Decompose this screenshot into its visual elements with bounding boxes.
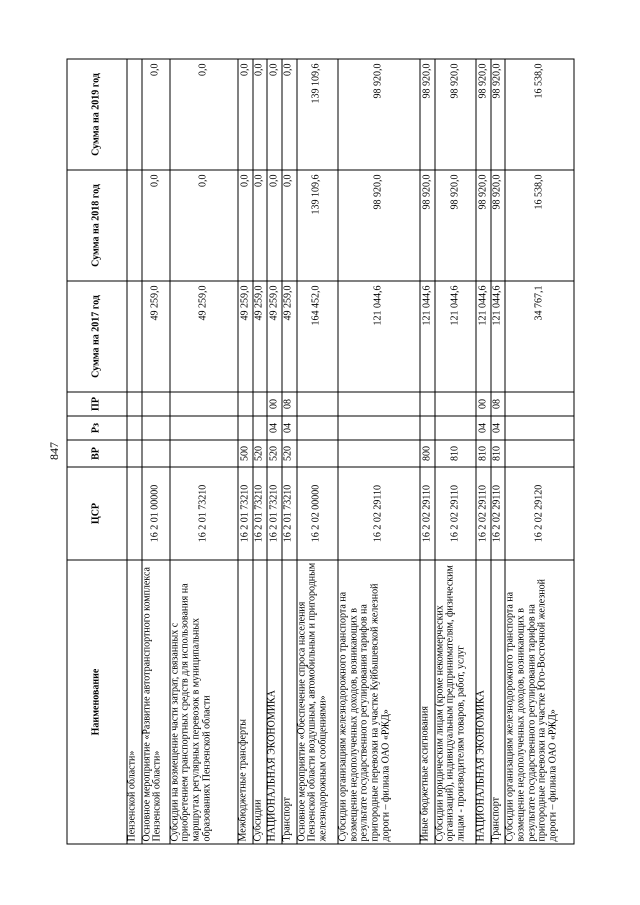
header-sum-2019: Сумма на 2019 год — [67, 59, 127, 170]
cell-sum-2017: 49 259,0 — [282, 281, 297, 392]
cell-rz — [420, 416, 435, 440]
page-number: 847 — [47, 442, 61, 460]
cell-rz: 04 — [282, 416, 297, 440]
cell-csr: 16 2 02 29110 — [338, 467, 420, 560]
cell-pr — [505, 392, 574, 416]
cell-pr — [297, 392, 338, 416]
table-row — [505, 59, 574, 844]
cell-sum-2019: 98 920,0 — [435, 59, 476, 170]
cell-sum-2017 — [127, 281, 142, 392]
table-row — [170, 59, 239, 844]
cell-vr: 810 — [491, 440, 506, 467]
cell-vr: 520 — [253, 440, 268, 467]
cell-vr: 810 — [435, 440, 476, 467]
cell-name: Основное мероприятие «Обеспечение спроса населения Пензенской области воздушным, автомобильным и пригородным железнодорожным сообщениями» — [297, 560, 338, 844]
table-header-row — [67, 59, 127, 844]
cell-pr — [170, 392, 239, 416]
cell-pr: 08 — [491, 392, 506, 416]
cell-sum-2018: 0,0 — [142, 170, 170, 281]
cell-rz — [435, 416, 476, 440]
cell-vr — [127, 440, 142, 467]
cell-vr — [505, 440, 574, 467]
cell-name: Пензенской области» — [127, 560, 142, 844]
header-vr: ВР — [67, 440, 127, 467]
table-row — [238, 59, 253, 844]
cell-vr: 810 — [476, 440, 491, 467]
cell-sum-2018: 98 920,0 — [476, 170, 491, 281]
cell-sum-2018: 0,0 — [170, 170, 239, 281]
header-csr: ЦСР — [67, 467, 127, 560]
cell-sum-2019: 98 920,0 — [338, 59, 420, 170]
cell-rz: 04 — [476, 416, 491, 440]
cell-sum-2018: 98 920,0 — [491, 170, 506, 281]
cell-pr — [420, 392, 435, 416]
cell-pr — [142, 392, 170, 416]
cell-rz — [505, 416, 574, 440]
table-row — [420, 59, 435, 844]
cell-sum-2019 — [127, 59, 142, 170]
table-row — [253, 59, 268, 844]
header-rz: Рз — [67, 416, 127, 440]
cell-rz — [142, 416, 170, 440]
cell-sum-2017: 121 044,6 — [476, 281, 491, 392]
cell-rz — [127, 416, 142, 440]
cell-sum-2018: 98 920,0 — [420, 170, 435, 281]
cell-sum-2017: 49 259,0 — [238, 281, 253, 392]
cell-sum-2018: 98 920,0 — [435, 170, 476, 281]
cell-csr: 16 2 02 29110 — [491, 467, 506, 560]
cell-sum-2019: 98 920,0 — [420, 59, 435, 170]
cell-sum-2019: 0,0 — [282, 59, 297, 170]
cell-sum-2017: 121 044,6 — [491, 281, 506, 392]
cell-name: Транспорт — [282, 560, 297, 844]
cell-pr — [127, 392, 142, 416]
cell-vr: 800 — [420, 440, 435, 467]
cell-csr — [127, 467, 142, 560]
cell-sum-2019: 0,0 — [170, 59, 239, 170]
cell-sum-2019: 0,0 — [238, 59, 253, 170]
cell-vr: 520 — [282, 440, 297, 467]
cell-sum-2018: 139 109,6 — [297, 170, 338, 281]
cell-sum-2017: 49 259,0 — [142, 281, 170, 392]
table-row — [435, 59, 476, 844]
cell-sum-2019: 0,0 — [253, 59, 268, 170]
table-row — [297, 59, 338, 844]
cell-csr: 16 2 01 73210 — [267, 467, 282, 560]
cell-csr: 16 2 02 29110 — [476, 467, 491, 560]
cell-sum-2017: 164 452,0 — [297, 281, 338, 392]
cell-csr: 16 2 02 00000 — [297, 467, 338, 560]
cell-vr: 500 — [238, 440, 253, 467]
cell-sum-2019: 0,0 — [267, 59, 282, 170]
cell-rz: 04 — [267, 416, 282, 440]
cell-vr — [170, 440, 239, 467]
cell-rz: 04 — [491, 416, 506, 440]
cell-name: Субсидии организациям железнодорожного транспорта на возмещение недополученных доходов, возникающих в результате государственного регулирования тарифов на пригородные перевозки на участке Юго-Восточной железной дороги – филиала ОАО «РЖД» — [505, 560, 574, 844]
cell-sum-2017: 49 259,0 — [267, 281, 282, 392]
cell-pr — [253, 392, 268, 416]
cell-csr: 16 2 01 73210 — [238, 467, 253, 560]
table-row — [491, 59, 506, 844]
cell-name: Субсидии — [253, 560, 268, 844]
header-name: Наименование — [67, 560, 127, 844]
cell-sum-2018 — [127, 170, 142, 281]
cell-csr: 16 2 02 29110 — [435, 467, 476, 560]
table-row — [338, 59, 420, 844]
cell-sum-2018: 0,0 — [253, 170, 268, 281]
cell-csr: 16 2 02 29120 — [505, 467, 574, 560]
cell-sum-2018: 0,0 — [267, 170, 282, 281]
cell-name: Иные бюджетные ассигнования — [420, 560, 435, 844]
cell-name: Субсидии юридическим лицам (кроме некоммерческих организаций), индивидуальным предпринимателям, физическим лицам - производителям товаров, работ, услуг — [435, 560, 476, 844]
cell-sum-2018: 98 920,0 — [338, 170, 420, 281]
cell-sum-2019: 139 109,6 — [297, 59, 338, 170]
cell-sum-2018: 0,0 — [238, 170, 253, 281]
cell-sum-2017: 121 044,6 — [435, 281, 476, 392]
cell-sum-2019: 0,0 — [142, 59, 170, 170]
header-sum-2017: Сумма на 2017 год — [67, 281, 127, 392]
cell-sum-2017: 121 044,6 — [338, 281, 420, 392]
header-sum-2018: Сумма на 2018 год — [67, 170, 127, 281]
cell-csr: 16 2 01 73210 — [170, 467, 239, 560]
cell-csr: 16 2 02 29110 — [420, 467, 435, 560]
table-row — [142, 59, 170, 844]
cell-name: НАЦИОНАЛЬНАЯ ЭКОНОМИКА — [267, 560, 282, 844]
cell-rz — [170, 416, 239, 440]
rotated-page-content — [67, 60, 575, 845]
header-pr: ПР — [67, 392, 127, 416]
cell-rz — [238, 416, 253, 440]
budget-table — [67, 59, 575, 845]
cell-pr: 00 — [267, 392, 282, 416]
cell-csr: 16 2 01 00000 — [142, 467, 170, 560]
table-row — [476, 59, 491, 844]
cell-sum-2017: 49 259,0 — [170, 281, 239, 392]
cell-rz — [338, 416, 420, 440]
cell-rz — [253, 416, 268, 440]
cell-pr — [435, 392, 476, 416]
cell-name: Субсидии организациям железнодорожного транспорта на возмещение недополученных доходов, возникающих в результате государственного регулирования тарифов на пригородные перевозки на участке Куйбышевской железной дороги – филиала ОАО «РЖД» — [338, 560, 420, 844]
cell-name: Межбюджетные трансферты — [238, 560, 253, 844]
cell-pr: 00 — [476, 392, 491, 416]
table-row — [282, 59, 297, 844]
cell-rz — [297, 416, 338, 440]
cell-sum-2017: 121 044,6 — [420, 281, 435, 392]
table-row — [267, 59, 282, 844]
cell-sum-2017: 34 767,1 — [505, 281, 574, 392]
cell-csr: 16 2 01 73210 — [282, 467, 297, 560]
cell-sum-2018: 16 538,0 — [505, 170, 574, 281]
cell-name: Основное мероприятие «Развитие автотранспортного комплекса Пензенской области» — [142, 560, 170, 844]
cell-pr — [238, 392, 253, 416]
cell-vr — [142, 440, 170, 467]
cell-name: Субсидии на возмещение части затрат, связанных с приобретением транспортных средств для использования на маршрутах регулярных перевозок в муниципальных образованиях Пензенской области — [170, 560, 239, 844]
cell-sum-2017: 49 259,0 — [253, 281, 268, 392]
cell-sum-2019: 98 920,0 — [476, 59, 491, 170]
cell-name: НАЦИОНАЛЬНАЯ ЭКОНОМИКА — [476, 560, 491, 844]
cell-pr — [338, 392, 420, 416]
cell-name: Транспорт — [491, 560, 506, 844]
cell-vr: 520 — [267, 440, 282, 467]
cell-vr — [338, 440, 420, 467]
cell-sum-2019: 16 538,0 — [505, 59, 574, 170]
cell-sum-2019: 98 920,0 — [491, 59, 506, 170]
cell-pr: 08 — [282, 392, 297, 416]
cell-sum-2018: 0,0 — [282, 170, 297, 281]
cell-vr — [297, 440, 338, 467]
table-row — [127, 59, 142, 844]
cell-csr: 16 2 01 73210 — [253, 467, 268, 560]
